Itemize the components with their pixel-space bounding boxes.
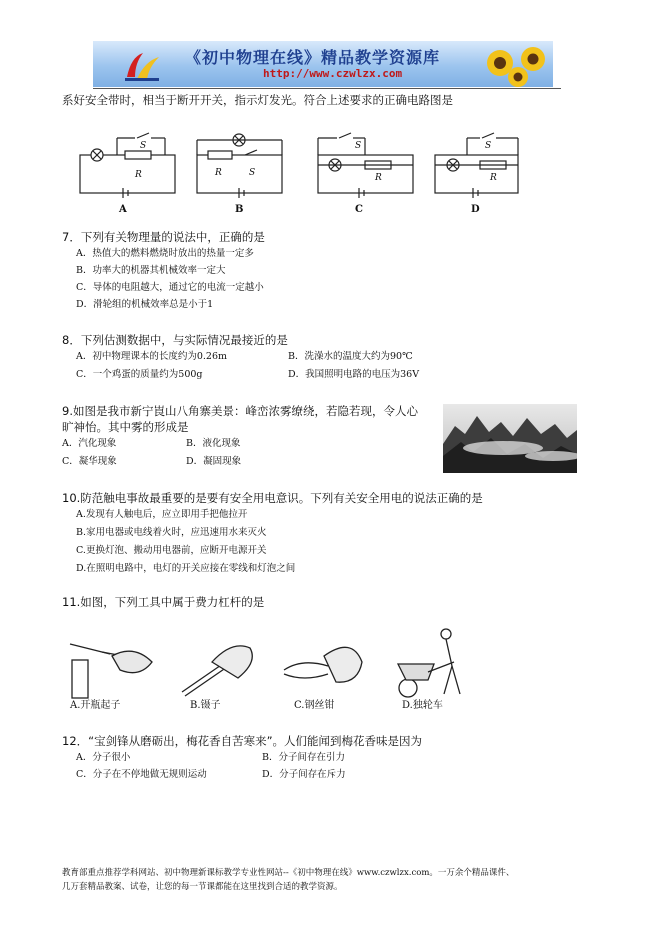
circuit-c bbox=[318, 133, 413, 198]
tool-label-b: B.镊子 bbox=[190, 700, 221, 711]
footer-line-1: 教育部重点推荐学科网站、初中物理新课标教学专业性网站--《初中物理在线》www.czwlzx.com。一万余个精品课件、 bbox=[62, 868, 515, 878]
q9-stem-line2: 旷神怡。其中雾的形成是 bbox=[62, 420, 189, 434]
q9-option-d: D．凝固现象 bbox=[186, 456, 242, 467]
svg-text:S: S bbox=[140, 141, 147, 151]
wheelbarrow-image bbox=[398, 629, 460, 697]
svg-text:R: R bbox=[215, 168, 222, 178]
svg-text:S: S bbox=[249, 168, 256, 178]
q10-option-c: C.更换灯泡、搬动用电器前，应断开电源开关 bbox=[76, 545, 267, 556]
q7-stem: 7．下列有关物理量的说法中，正确的是 bbox=[62, 230, 265, 244]
footer-line-2: 几万套精品教案、试卷，让您的每一节课都能在这里找到合适的教学资源。 bbox=[62, 882, 343, 892]
q9-option-c: C．凝华现象 bbox=[62, 456, 117, 467]
banner-title: 《初中物理在线》精品教学资源库 bbox=[185, 48, 441, 67]
site-logo-icon bbox=[121, 47, 165, 83]
q10-stem: 10.防范触电事故最重要的是要有安全用电意识。下列有关安全用电的说法正确的是 bbox=[62, 491, 483, 505]
q12-option-c: C．分子在不停地做无规则运动 bbox=[76, 769, 207, 780]
q12-option-d: D．分子间存在斥力 bbox=[262, 769, 346, 780]
header-banner bbox=[93, 41, 553, 87]
circuit-b bbox=[197, 134, 282, 198]
q9-option-b: B．液化现象 bbox=[186, 438, 241, 449]
pliers-image bbox=[284, 647, 362, 682]
q7-option-a: A．热值大的燃料燃烧时放出的热量一定多 bbox=[76, 248, 254, 259]
tweezers-image bbox=[182, 646, 252, 696]
tool-label-d: D.独轮车 bbox=[402, 700, 443, 711]
q11-tool-images bbox=[62, 622, 482, 712]
q6-circuit-diagrams bbox=[75, 130, 535, 220]
q7-option-d: D．滑轮组的机械效率总是小于1 bbox=[76, 299, 214, 310]
svg-text:R: R bbox=[490, 173, 497, 183]
tool-label-a: A.开瓶起子 bbox=[70, 700, 121, 711]
svg-text:R: R bbox=[135, 170, 142, 180]
circuit-d bbox=[435, 133, 518, 198]
q8-option-d: D．我国照明电路的电压为36V bbox=[288, 369, 420, 380]
q10-option-d: D.在照明电路中，电灯的开关应接在零线和灯泡之间 bbox=[76, 563, 296, 574]
bottle-opener-image bbox=[70, 644, 152, 698]
circuit-label-b: B bbox=[235, 204, 244, 215]
svg-text:R: R bbox=[375, 173, 382, 183]
q8-option-a: A．初中物理课本的长度约为0.26m bbox=[76, 351, 228, 362]
q11-stem: 11.如图，下列工具中属于费力杠杆的是 bbox=[62, 595, 265, 609]
banner-url[interactable]: http://www.czwlzx.com bbox=[263, 67, 403, 80]
q12-stem: 12．“宝剑锋从磨砺出，梅花香自苦寒来”。人们能闻到梅花香味是因为 bbox=[62, 734, 423, 748]
sunflower-icon bbox=[478, 43, 553, 87]
q9-option-a: A．汽化现象 bbox=[62, 438, 117, 449]
svg-text:S: S bbox=[485, 141, 492, 151]
q8-option-c: C．一个鸡蛋的质量约为500g bbox=[76, 369, 203, 380]
tool-label-c: C.钢丝钳 bbox=[294, 700, 335, 711]
q7-option-c: C．导体的电阻越大，通过它的电流一定越小 bbox=[76, 282, 264, 293]
header-rule bbox=[93, 88, 561, 89]
q12-option-a: A．分子很小 bbox=[76, 752, 131, 763]
q6-text: 系好安全带时，相当于断开开关，指示灯发光。符合上述要求的正确电路图是 bbox=[62, 93, 453, 107]
circuit-a bbox=[80, 133, 175, 198]
page-footer bbox=[62, 866, 622, 894]
q8-option-b: B．洗澡水的温度大约为90℃ bbox=[288, 351, 413, 362]
circuit-label-c: C bbox=[355, 204, 363, 215]
mountain-mist-photo bbox=[443, 404, 577, 473]
circuit-label-a: A bbox=[119, 204, 127, 215]
svg-text:S: S bbox=[355, 141, 362, 151]
q8-stem: 8．下列估测数据中，与实际情况最接近的是 bbox=[62, 333, 288, 347]
circuit-label-d: D bbox=[471, 204, 480, 215]
q9-stem-line1: 9.如图是我市新宁崀山八角寨美景：峰峦浓雾缭绕，若隐若现，令人心 bbox=[62, 404, 418, 418]
q12-option-b: B．分子间存在引力 bbox=[262, 752, 345, 763]
q10-option-a: A.发现有人触电后，应立即用手把他拉开 bbox=[76, 509, 248, 520]
q10-option-b: B.家用电器或电线着火时，应迅速用水来灭火 bbox=[76, 527, 267, 538]
q7-option-b: B．功率大的机器其机械效率一定大 bbox=[76, 265, 226, 276]
